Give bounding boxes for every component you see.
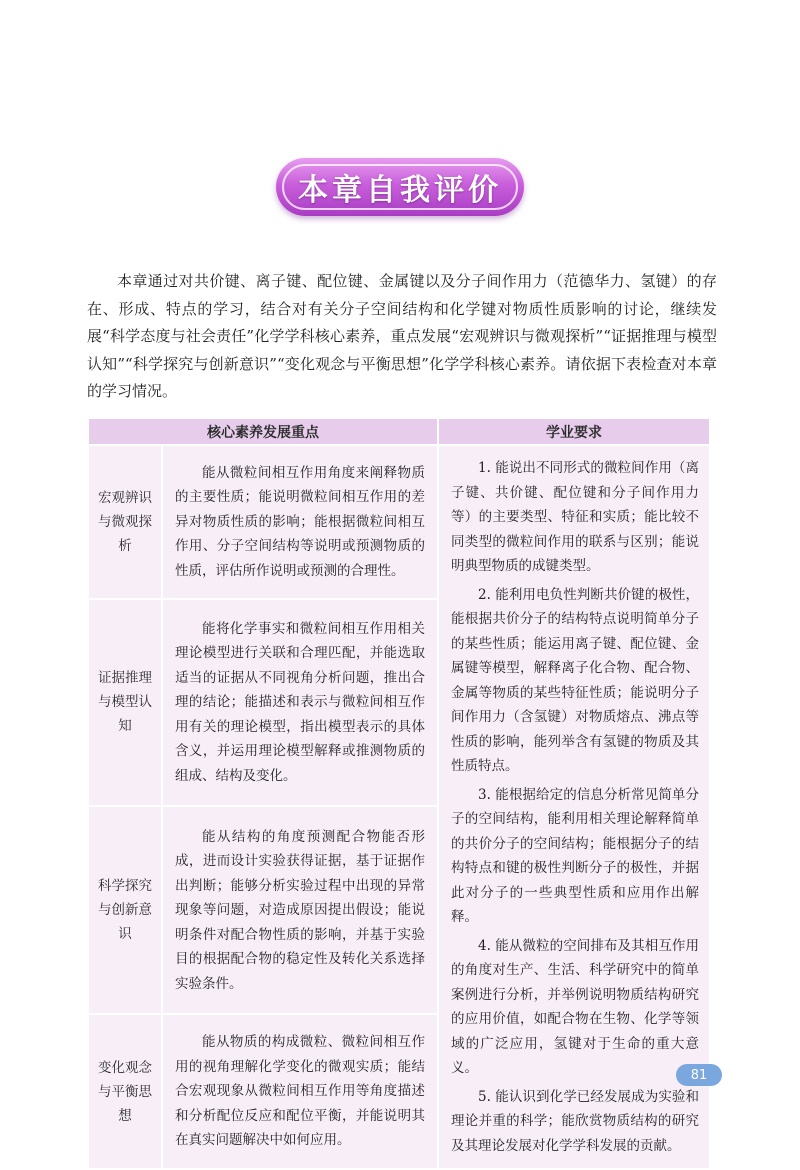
row-focus: 能从物质的构成微粒、微粒间相互作用的视角理解化学变化的微观实质；能结合宏观现象从微粒间相互作用等角度描述和分析配位反应和配位平衡，并能说明其在真实问题解决中如何应用。 — [162, 1014, 438, 1169]
row-focus: 能从微粒间相互作用角度来阐释物质的主要性质；能说明微粒间相互作用的差异对物质性质的影响；能根据微粒间相互作用、分子空间结构等说明或预测物质的性质，评估所作说明或预测的合理性。 — [162, 445, 438, 599]
requirement-item: 1. 能说出不同形式的微粒间作用（离子键、共价键、配位键和分子间作用力等）的主要类型、特征和实质；能比较不同类型的微粒间作用的联系与区别；能说明典型物质的成键类型。 — [451, 460, 699, 574]
requirement-item: 5. 能认识到化学已经发展成为实验和理论并重的科学；能欣赏物质结构的研究及其理论发展对化学学科发展的贡献。 — [451, 1088, 699, 1154]
requirements-cell — [438, 445, 710, 1169]
table-header-row — [88, 418, 710, 445]
title-text: 本章自我评价 — [298, 173, 502, 208]
row-category: 变化观念与平衡思想 — [88, 1014, 162, 1169]
requirement-item: 4. 能从微粒的空间排布及其相互作用的角度对生产、生活、科学研究中的简单案例进行分析，并举例说明物质结构研究的应用价值，如配合物在生物、化学等领域的广泛应用，氢键对于生命的重大意义。 — [451, 937, 699, 1076]
requirement-item: 2. 能利用电负性判断共价键的极性，能根据共价分子的结构特点说明简单分子的某些性质；能运用离子键、配位键、金属键等模型，解释离子化合物、配合物、金属等物质的某些特征性质；能说明分子间作用力（含氢键）对物质熔点、沸点等性质的影响，能列举含有氢键的物质及其性质特点。 — [451, 586, 699, 774]
row-category: 科学探究与创新意识 — [88, 806, 162, 1014]
header-core-focus: 核心素养发展重点 — [88, 418, 438, 445]
table-row — [88, 445, 710, 599]
row-focus: 能将化学事实和微粒间相互作用相关理论模型进行关联和合理匹配，并能选取适当的证据从不同视角分析问题，推出合理的结论；能描述和表示与微粒间相互作用有关的理论模型，指出模型表示的具体含义，并运用理论模型解释或推测物质的组成、结构及变化。 — [162, 599, 438, 807]
row-category: 证据推理与模型认知 — [88, 599, 162, 807]
requirement-item: 3. 能根据给定的信息分析常见简单分子的空间结构，能利用相关理论解释简单的共价分子的空间结构；能根据分子的结构特点和键的极性判断分子的极性，并据此对分子的一些典型性质和应用作出解释。 — [451, 786, 699, 925]
intro-paragraph: 本章通过对共价键、离子键、配位键、金属键以及分子间作用力（范德华力、氢键）的存在、形成、特点的学习，结合对有关分子空间结构和化学键对物质性质影响的讨论，继续发展“科学态度与社会责任”化学学科核心素养，重点发展“宏观辨识与微观探析”“证据推理与模型认知”“科学探究与创新意识”“变化观念与平衡思想”化学学科核心素养。请依据下表检查对本章的学习情况。 — [87, 272, 717, 400]
evaluation-table — [87, 417, 711, 1170]
chapter-self-evaluation-title — [276, 158, 524, 216]
row-category: 宏观辨识与微观探析 — [88, 445, 162, 599]
header-academic-requirements: 学业要求 — [438, 418, 710, 445]
row-focus: 能从结构的角度预测配合物能否形成，进而设计实验获得证据，基于证据作出判断；能够分析实验过程中出现的异常现象等问题，对造成原因提出假设；能说明条件对配合物性质的影响，并基于实验目的根据配合物的稳定性及转化关系选择实验条件。 — [162, 806, 438, 1014]
page-number: 81 — [676, 1064, 722, 1086]
